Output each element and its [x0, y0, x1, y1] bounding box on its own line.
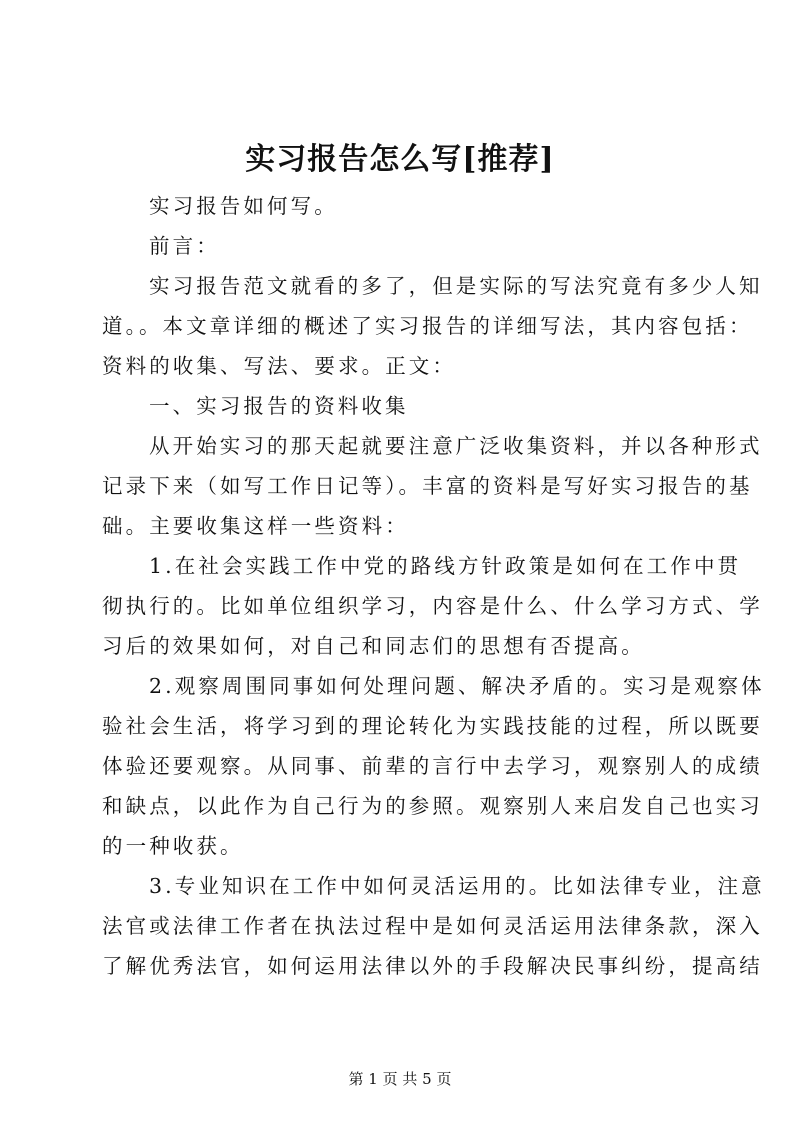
paragraph-line: 前言：	[149, 234, 220, 258]
paragraph-line: 3.专业知识在工作中如何灵活运用的。比如法律专业，注意	[149, 874, 765, 898]
section-heading: 一、实习报告的资料收集	[149, 394, 409, 418]
paragraph-line: 实习报告如何写。	[149, 194, 338, 218]
paragraph-line: 彻执行的。比如单位组织学习，内容是什么、什么学习方式、学	[102, 594, 763, 618]
paragraph-line: 道。。本文章详细的概述了实习报告的详细写法，其内容包括：	[102, 314, 753, 338]
paragraph-line: 资料的收集、写法、要求。正文：	[102, 354, 456, 378]
document-title: 实习报告怎么写[推荐]	[245, 142, 555, 177]
page-footer: 第 1 页 共 5 页	[348, 1070, 452, 1088]
paragraph-line: 1.在社会实践工作中党的路线方针政策是如何在工作中贯	[149, 554, 742, 578]
paragraph-line: 习后的效果如何，对自己和同志们的思想有否提高。	[102, 634, 645, 658]
paragraph-line: 和缺点，以此作为自己行为的参照。观察别人来启发自己也实习	[102, 794, 763, 818]
paragraph-line: 础。主要收集这样一些资料：	[102, 514, 409, 538]
paragraph-line: 2.观察周围同事如何处理问题、解决矛盾的。实习是观察体	[149, 674, 765, 698]
paragraph-line: 法官或法律工作者在执法过程中是如何灵活运用法律条款，深入	[102, 914, 763, 938]
paragraph-line: 验社会生活，将学习到的理论转化为实践技能的过程，所以既要	[102, 714, 763, 738]
paragraph-line: 记录下来（如写工作日记等）。丰富的资料是写好实习报告的基	[102, 474, 753, 498]
paragraph-line: 实习报告范文就看的多了，但是实际的写法究竟有多少人知	[149, 274, 763, 298]
paragraph-line: 体验还要观察。从同事、前辈的言行中去学习，观察别人的成绩	[102, 754, 763, 778]
paragraph-line: 的一种收获。	[102, 834, 244, 858]
paragraph-line: 了解优秀法官，如何运用法律以外的手段解决民事纠纷，提高结	[102, 954, 763, 978]
paragraph-line: 从开始实习的那天起就要注意广泛收集资料，并以各种形式	[149, 434, 763, 458]
